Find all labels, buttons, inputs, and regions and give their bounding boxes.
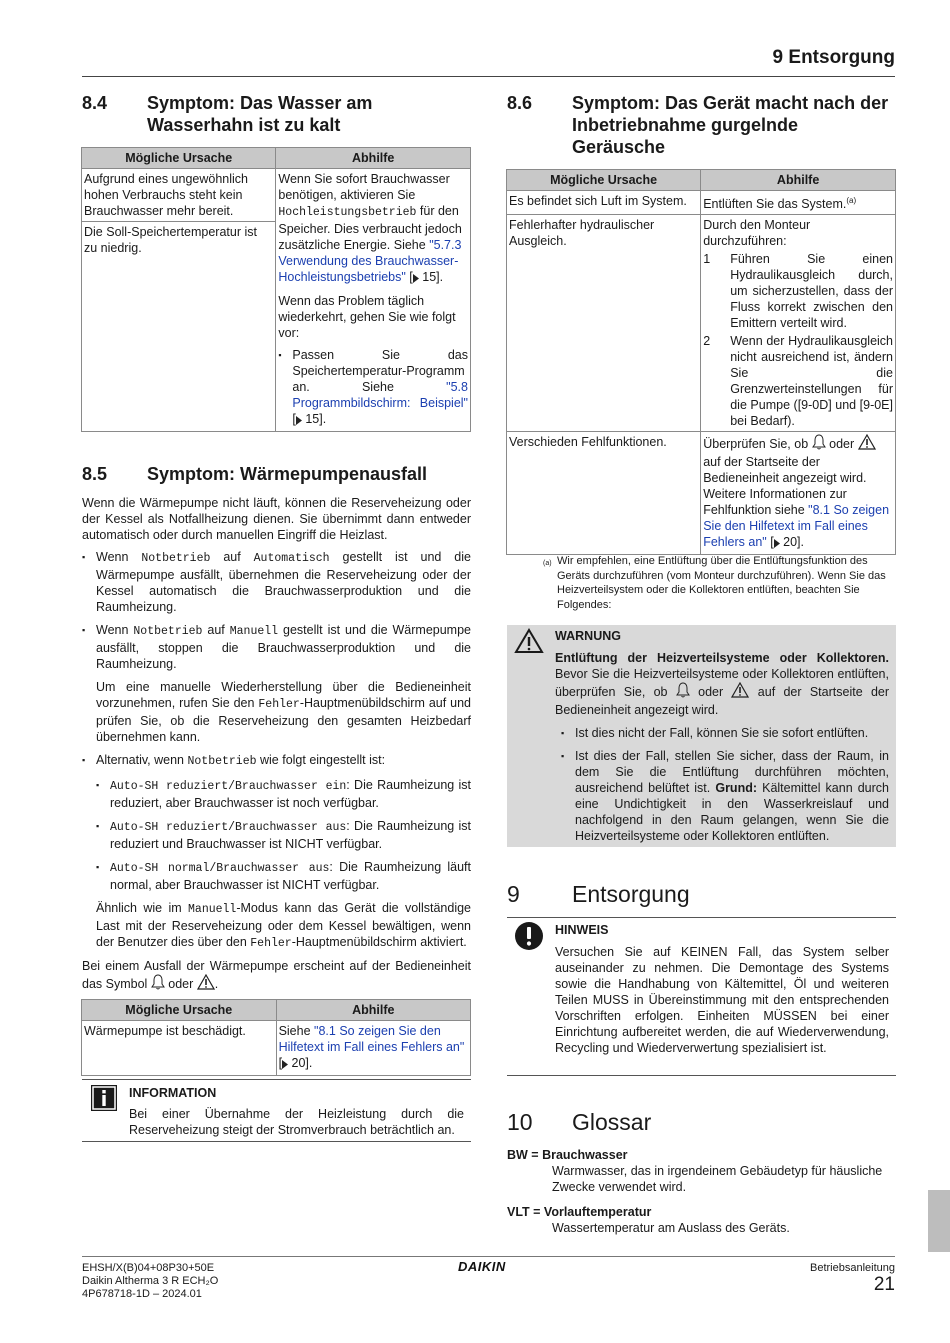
list-item: ▪ Wenn Notbetrieb auf Automatisch gestellt ist und die Wärmepumpe ausfällt, übernehmen die Reserveheizung oder der Kessel automatisch die Brauchwasserproduktion und die Raumheizung. <box>82 549 471 615</box>
fix-cell: Siehe "8.1 So zeigen Sie den Hilfetext im Fall eines Fehlers an" [ 20]. <box>276 1021 470 1076</box>
bell-icon <box>151 974 165 994</box>
notice-text: Versuchen Sie auf KEINEN Fall, das System selber auseinander zu nehmen. Die Demontage des Systems sowie die Handhabung von Kältemittel, Öl und weiteren Teilen MUSS in Übereinstimmung mit den entsprechenden Vorschriften erfolgen. Einheiten MÜSSEN bei einer Einrichtung aufbereitet werden, die auf Wiederverwendung, Recycling und Wiederverwertung spezialisiert ist. <box>555 945 889 1055</box>
link-5-8[interactable]: "5.8 Programmbildschirm: Beispiel" <box>292 380 468 410</box>
sub-list-item: ▪ Auto-SH reduziert/Brauchwasser ein: Die Raumheizung ist reduziert, aber Brauchwasser ist noch verfügbar. <box>96 777 471 811</box>
glossary-definition: Wassertemperatur am Auslass des Geräts. <box>552 1221 790 1235</box>
notbetrieb-list <box>82 549 471 952</box>
table-header-fix: Abhilfe <box>276 1000 470 1021</box>
cause-cell: Es befindet sich Luft im System. <box>507 191 701 215</box>
fix-cell: Entlüften Sie das System.$^{(a)}$ <box>701 191 896 215</box>
link-8-1[interactable]: "8.1 So zeigen Sie den Hilfetext im Fall eines Fehlers an" <box>703 503 890 550</box>
chapter-header: 9 Entsorgung <box>772 47 895 68</box>
bell-icon <box>676 682 690 702</box>
notice-top-rule <box>507 917 896 918</box>
intro-paragraph: Wenn die Wärmepumpe nicht läuft, können die Reserveheizung oder der Kessel als Notfallheizung dienen. Sie übernimmt dann entweder automatisch oder durch manuellen Eingriff die Heizlast. <box>82 496 471 542</box>
section-9-heading: 9 Entsorgung <box>507 881 690 907</box>
section-8-6-heading: 8.6 Symptom: Das Gerät macht nach der Inbetriebnahme gurgelnde Geräusche <box>507 93 889 157</box>
link-8-1[interactable]: "8.1 So zeigen Sie den Hilfetext im Fall eines Fehlers an" <box>278 1024 465 1054</box>
section-10-heading: 10 Glossar <box>507 1109 652 1135</box>
list-item: ▪ Alternativ, wenn Notbetrieb wie folgt eingestellt ist: ▪ Auto-SH reduziert/Brauchwasser ein: Die Raumheizung ist reduziert, aber Brauchwasser ist noch verfügbar. ▪ Auto-SH reduziert/Brauchwasser aus: Die Raumheizung ist reduziert und Brauchwasser ist NICHT verfügbar. ▪ Auto-SH normal/Brauchwasser aus: Die Raumheizung läuft normal, aber Brauchwasser ist NICHT verfügbar. Ähnlich wie im Manuell-Modus kann das Gerät die vollständige Last mit der Reserveheizung oder dem Kessel bewältigen, wenn der Benutzer dies über den Fehler-Hauptmenübildschirm aktiviert. <box>82 752 471 952</box>
table-header-cause: Mögliche Ursache <box>82 1000 277 1021</box>
info-top-rule <box>82 1079 471 1080</box>
glossary-term: VLT = Vorlauftemperatur <box>507 1205 652 1219</box>
table-8-4 <box>81 147 471 432</box>
glossary-definition: Warmwasser, das in irgendeinem Gebäudetyp für häusliche Zwecke verwendet wird. <box>552 1164 883 1194</box>
info-bottom-rule <box>82 1141 471 1142</box>
list-item: ▪ Ist dies der Fall, stellen Sie sicher, dass der Raum, in dem Sie die Entlüftung durchführen möchten, ausreichend belüftet ist. Grund: Kältemittel kann durch eine Undichtigkeit in den Wasserkreislauf und nachfolgend in den Raum gelangen, wenn Sie die Heizverteilsysteme oder Kollektoren entlüften. <box>561 748 889 844</box>
symbol-paragraph: Bei einem Ausfall der Wärmepumpe erscheint auf der Bedieneinheit das Symbol oder . <box>82 958 471 994</box>
list-item: ▪ Passen Sie das Speichertemperatur-Programm an. Siehe "5.8 Programmbildschirm: Beispiel" [ 15]. <box>278 347 468 429</box>
header-rule <box>82 76 895 77</box>
footer-rule <box>82 1256 895 1257</box>
table-8-6 <box>506 169 896 555</box>
footer-product: Daikin Altherma 3 R ECH₂O <box>82 1275 219 1287</box>
section-8-4-heading: 8.4 Symptom: Das Wasser am Wasserhahn ist zu kalt <box>82 93 373 135</box>
side-tab <box>928 1190 950 1252</box>
warning-triangle-icon <box>514 628 544 654</box>
glossary-term: BW = Brauchwasser <box>507 1148 628 1162</box>
warning-triangle-icon <box>197 974 215 994</box>
cause-cell: Fehlerhafter hydraulischer Ausgleich. <box>507 215 701 432</box>
notice-exclamation-icon <box>514 921 544 951</box>
table-header-fix: Abhilfe <box>276 148 471 169</box>
notice-bottom-rule <box>507 1075 896 1076</box>
page-number: 21 <box>873 1274 895 1295</box>
page-ref-arrow-icon <box>296 413 302 429</box>
notice-title: HINWEIS <box>555 923 609 937</box>
warning-text: Entlüftung der Heizverteilsysteme oder Kollektoren. Bevor Sie die Heizverteilsysteme oder Kollektoren entlüften, überprüfen Sie, ob oder auf der Startseite der Bedieneinheit angezeigt wird. ▪ Ist dies nicht der Fall, können Sie sie sofort entlüften. ▪ Ist dies der Fall, stellen Sie sicher, dass der Raum, in dem Sie die Entlüftung durchführen möchten, ausreichend belüftet ist. Grund: Kältemittel kann durch eine Undichtigkeit in den Wasserkreislauf und nachfolgend in den Raum gelangen, wenn Sie die Heizverteilsysteme oder Kollektoren entlüften. <box>555 650 889 844</box>
warning-triangle-icon <box>731 682 749 702</box>
fix-cell: Wenn Sie sofort Brauchwasser benötigen, aktivieren Sie Hochleistungsbetrieb für den Speicher. Dies verbraucht jedoch zusätzliche Energie. Siehe "5.7.3 Verwendung des Brauchwasser-Hochleistungsbetriebs" [ 15]. Wenn das Problem täglich wiederkehrt, gehen Sie wie folgt vor: ▪ Passen Sie das Speichertemperatur-Programm an. Siehe "5.8 Programmbildschirm: Beispiel" [ 15]. <box>276 169 471 432</box>
warning-title: WARNUNG <box>555 629 621 643</box>
link-5-7-3[interactable]: "5.7.3 Verwendung des Brauchwasser-Hochleistungsbetriebs" <box>278 238 462 284</box>
footnote-mark: (a) <box>543 560 552 567</box>
footer-model: EHSH/X(B)04+08P30+50E <box>82 1262 215 1274</box>
fix-cell: Überprüfen Sie, ob oder auf der Startseite der Bedieneinheit angezeigt wird. Weitere Informationen zur Fehlfunktion siehe "8.1 So zeigen Sie den Hilfetext im Fall eines Fehlers an" [ 20]. <box>701 432 896 555</box>
warning-triangle-icon <box>858 434 876 454</box>
info-text: Bei einer Übernahme der Heizleistung durch die Reserveheizung steigt der Stromverbrauch beträchtlich an. <box>129 1107 464 1137</box>
cause-cell: Die Soll-Speichertemperatur ist zu niedrig. <box>82 222 276 432</box>
sub-list-item: ▪ Auto-SH reduziert/Brauchwasser aus: Die Raumheizung ist reduziert und Brauchwasser ist NICHT verfügbar. <box>96 818 471 852</box>
info-icon <box>90 1084 118 1112</box>
table-header-fix: Abhilfe <box>701 170 896 191</box>
cause-cell: Aufgrund eines ungewöhnlich hohen Verbrauchs steht kein Brauchwasser mehr bereit. <box>82 169 276 222</box>
fix-cell: Durch den Monteur durchzuführen: 1 Führen Sie einen Hydraulikausgleich durch, um sicherzustellen, dass der Fluss korrekt zwischen den Emittern verteilt wird. 2 Wenn der Hydraulikausgleich nicht ausreichend ist, ändern Sie die Grenzwerteinstellungen für die Pumpe ([9-0D] und [9-0E] bei Bedarf). <box>701 215 896 432</box>
list-item: ▪ Ist dies nicht der Fall, können Sie sie sofort entlüften. <box>561 725 889 741</box>
bell-icon <box>812 434 826 454</box>
sub-list-item: ▪ Auto-SH normal/Brauchwasser aus: Die Raumheizung läuft normal, aber Brauchwasser ist NICHT verfügbar. <box>96 859 471 893</box>
footer-docnum: 4P678718-1D – 2024.01 <box>82 1288 202 1300</box>
daikin-logo: DAIKIN <box>458 1259 506 1274</box>
section-8-5-heading: 8.5 Symptom: Wärmepumpenausfall <box>82 464 428 484</box>
table-8-5 <box>81 999 471 1076</box>
page-ref-arrow-icon <box>774 536 780 552</box>
table-header-cause: Mögliche Ursache <box>507 170 701 191</box>
cause-cell: Verschieden Fehlfunktionen. <box>507 432 701 555</box>
footnote-text: Wir empfehlen, eine Entlüftung über die Entlüftungsfunktion des Geräts durchzuführen (vom Monteur durchzuführen). Wenn Sie das Heizverteilsystem oder die Kollektoren entlüften, beachten Sie Folgendes: <box>557 555 886 611</box>
cause-cell: Wärmepumpe ist beschädigt. <box>82 1021 277 1076</box>
page-ref-arrow-icon <box>282 1057 288 1073</box>
list-item: ▪ Wenn Notbetrieb auf Manuell gestellt ist und die Wärmepumpe ausfällt, stoppen die Brauchwasserproduktion und die Raumheizung. Um eine manuelle Wiederherstellung über die Bedieneinheit vorzunehmen, rufen Sie den Fehler-Hauptmenübildschirm auf und prüfen Sie, ob die Reserveheizung den gesamten Heizbedarf übernehmen kann. <box>82 622 471 745</box>
page-ref-arrow-icon <box>413 271 419 287</box>
table-header-cause: Mögliche Ursache <box>82 148 276 169</box>
info-title: INFORMATION <box>129 1086 217 1100</box>
footer-doc-type: Betriebsanleitung <box>809 1262 895 1274</box>
